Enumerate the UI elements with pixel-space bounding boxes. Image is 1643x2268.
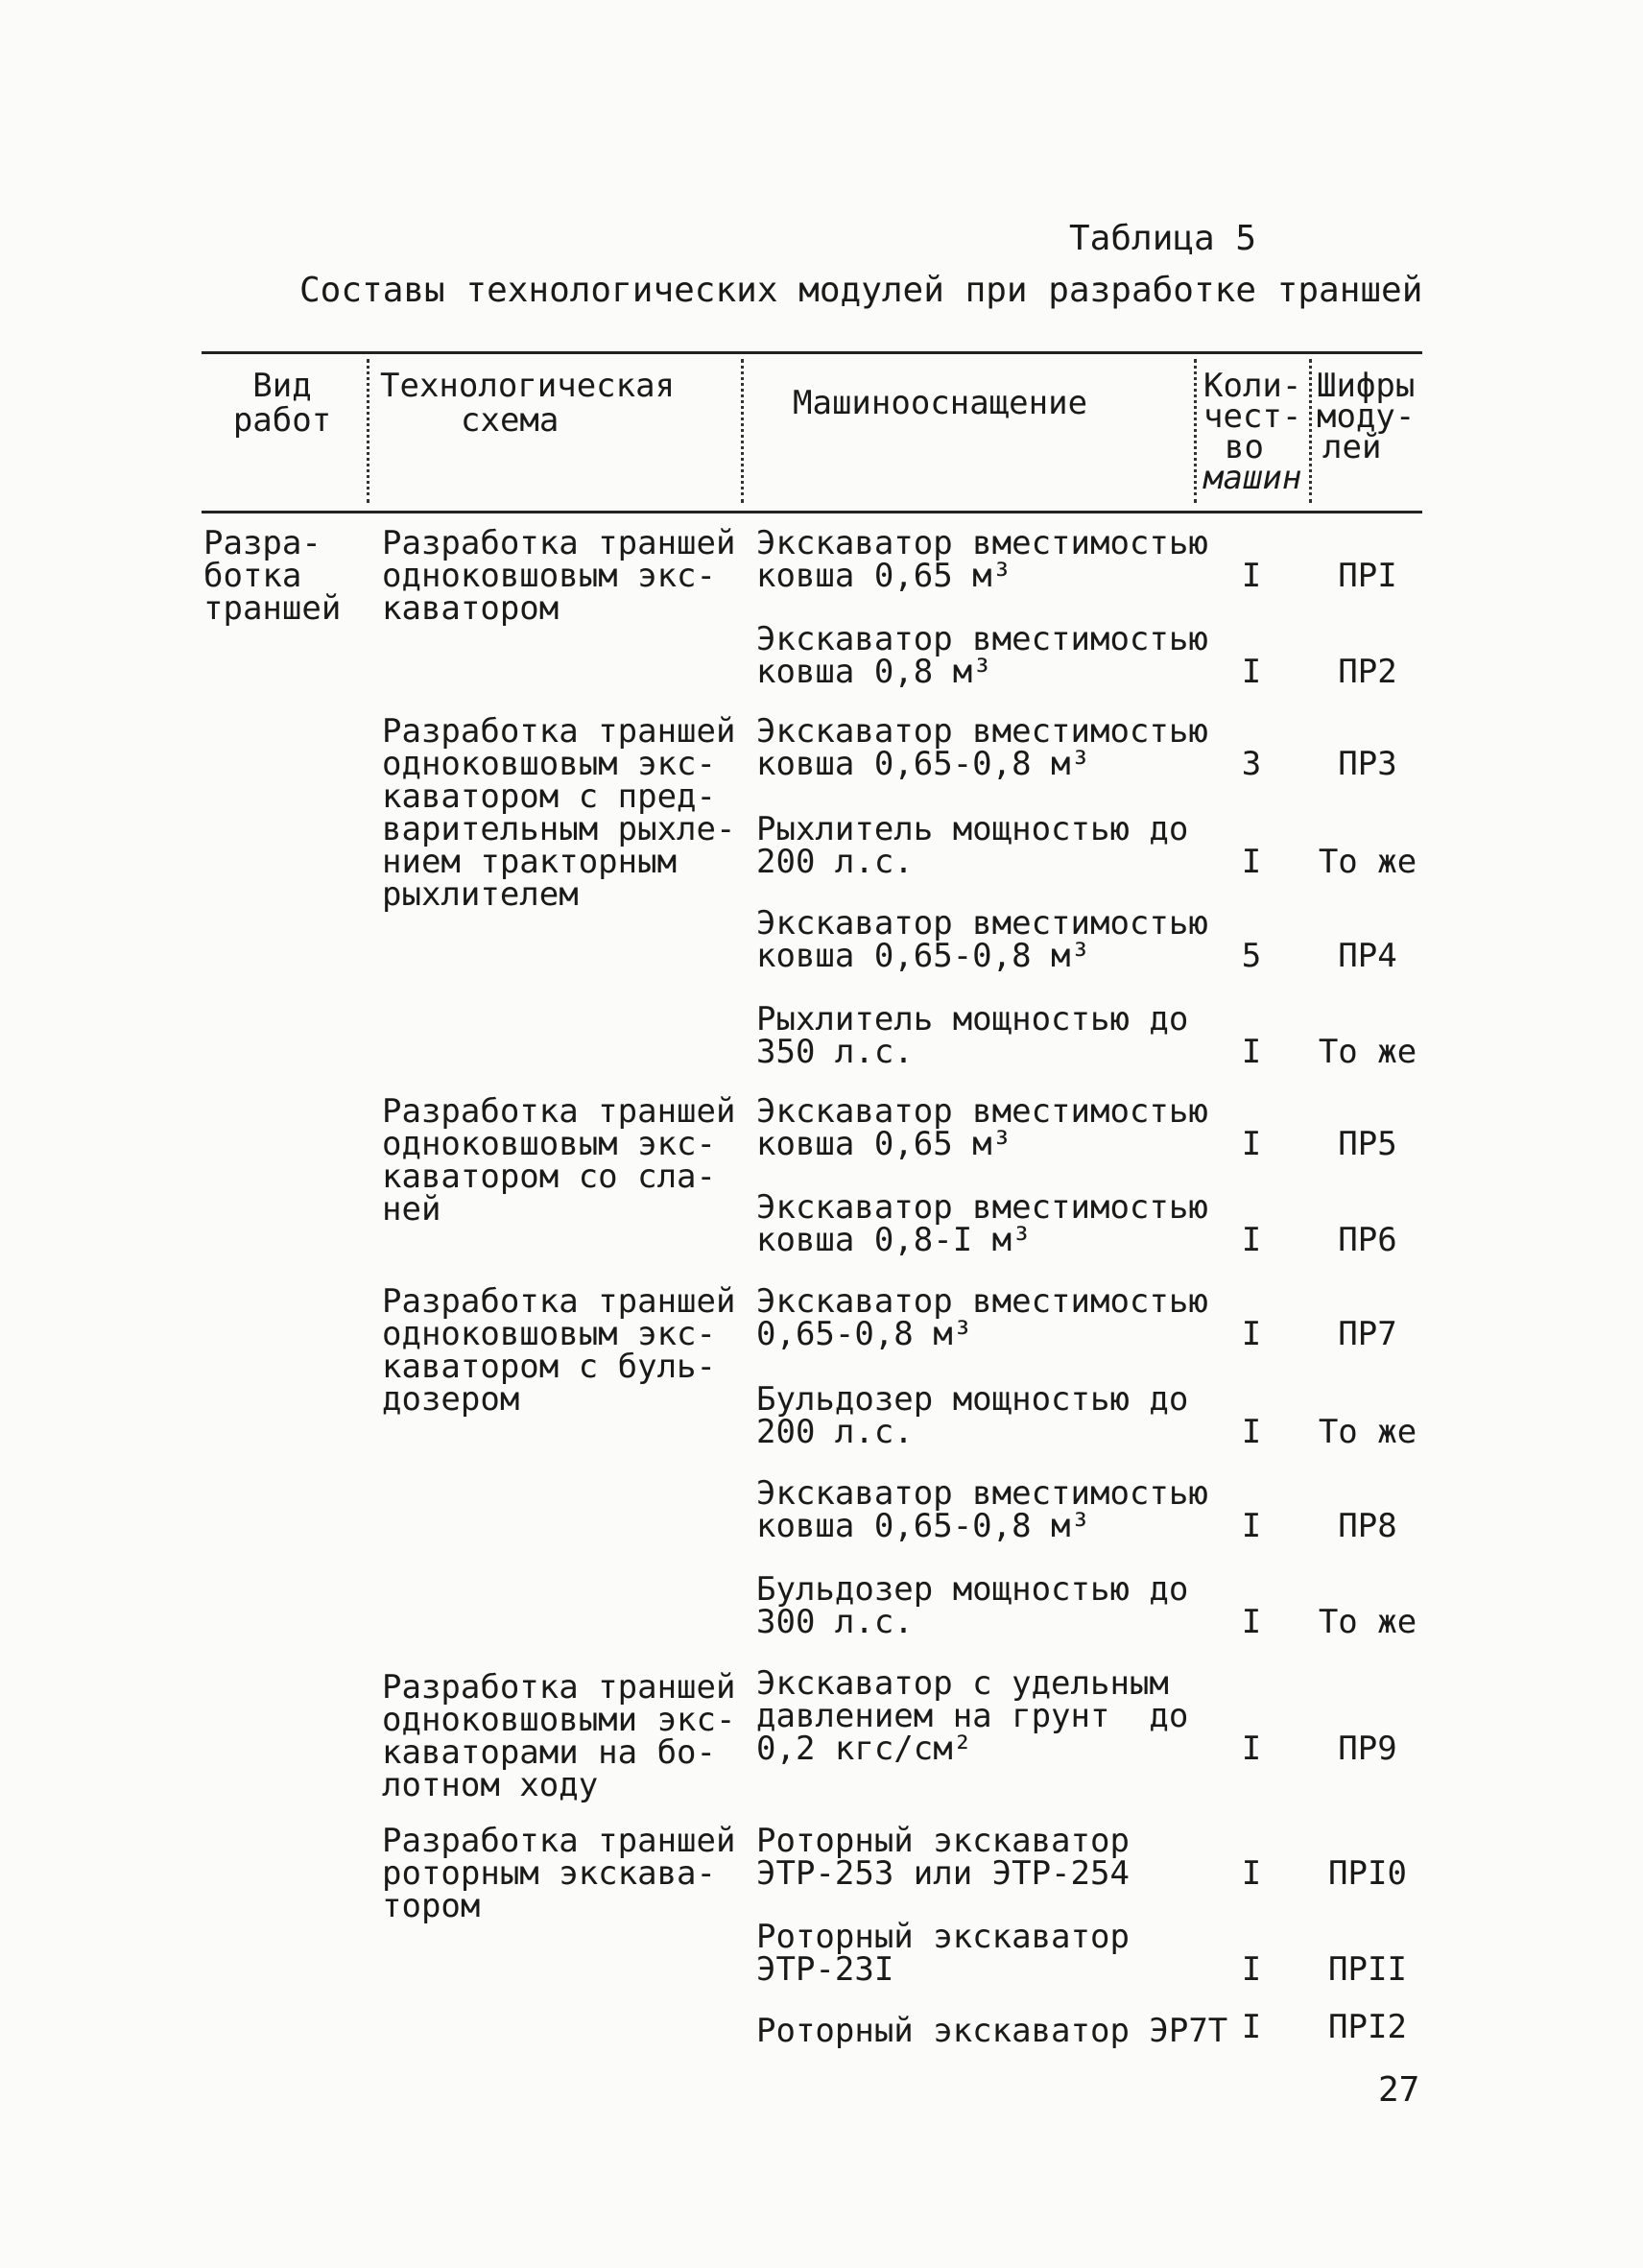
scheme-line: одноковшовыми экс-	[382, 1701, 736, 1739]
equipment-line: ковша 0,65 м³	[756, 557, 1012, 595]
header-divider-1	[367, 359, 369, 503]
header-work-type-line: Вид	[252, 367, 312, 405]
quantity-cell: I	[1241, 1950, 1262, 1989]
header-quantity-line: Коли-	[1203, 367, 1302, 405]
equipment-line: Экскаватор с удельным	[756, 1664, 1169, 1703]
scheme-line: роторным экскава-	[382, 1854, 716, 1893]
code-cell: То же	[1318, 1033, 1417, 1071]
equipment-line: Экскаватор вместимостью	[756, 1092, 1208, 1131]
scheme-line: Разработка траншей	[382, 524, 736, 562]
equipment-line: Экскаватор вместимостью	[756, 1474, 1208, 1513]
equipment-line: Роторный экскаватор ЭР7Т	[756, 2012, 1228, 2050]
equipment-line: 200 л.с.	[756, 843, 914, 881]
code-cell: ПРI2	[1328, 2008, 1407, 2046]
header-divider-2	[741, 359, 744, 503]
header-divider-3	[1194, 359, 1197, 503]
scheme-line: Разработка траншей	[382, 1668, 736, 1707]
work-type-line: Разра-	[203, 524, 321, 562]
equipment-line: ковша 0,65-0,8 м³	[756, 1507, 1090, 1545]
quantity-cell: I	[1241, 1730, 1262, 1768]
scheme-line: Разработка траншей	[382, 712, 736, 751]
quantity-cell: I	[1241, 2008, 1262, 2046]
quantity-cell: 3	[1241, 745, 1262, 783]
header-codes-line: моду-	[1317, 397, 1416, 436]
equipment-line: Роторный экскаватор	[756, 1822, 1130, 1860]
equipment-line: Экскаватор вместимостью	[756, 712, 1208, 751]
header-divider-4	[1309, 359, 1312, 503]
scheme-line: рыхлителем	[382, 875, 579, 914]
equipment-line: 0,2 кгс/см²	[756, 1730, 973, 1768]
code-cell: ПР4	[1338, 937, 1397, 975]
scheme-line: каватором со сла-	[382, 1158, 716, 1196]
scheme-line: Разработка траншей	[382, 1282, 736, 1321]
scheme-line: одноковшовым экс-	[382, 557, 716, 595]
code-cell: То же	[1318, 1413, 1417, 1451]
scheme-line: каватором с пред-	[382, 777, 716, 816]
equipment-line: ЭТР-253 или ЭТР-254	[756, 1854, 1130, 1893]
code-cell: ПР8	[1338, 1507, 1397, 1545]
header-scheme-line: схема	[461, 401, 560, 440]
quantity-cell: I	[1241, 843, 1262, 881]
scheme-line: каватором с буль-	[382, 1348, 716, 1386]
equipment-line: ЭТР-23I	[756, 1950, 894, 1989]
code-cell: ПР6	[1338, 1221, 1397, 1259]
work-type-line: траншей	[203, 589, 342, 628]
code-cell: То же	[1318, 1603, 1417, 1641]
code-cell: ПРI0	[1328, 1854, 1407, 1893]
equipment-line: Экскаватор вместимостью	[756, 620, 1208, 658]
quantity-cell: I	[1241, 1125, 1262, 1163]
table-top-rule	[202, 351, 1422, 354]
table-label: Таблица 5	[1069, 219, 1257, 258]
code-cell: ПРII	[1328, 1950, 1407, 1989]
table-title: Составы технологических модулей при разработке траншей	[299, 271, 1423, 310]
scheme-line: одноковшовым экс-	[382, 1315, 716, 1353]
code-cell: ПРI	[1338, 557, 1397, 595]
quantity-cell: 5	[1241, 937, 1262, 975]
equipment-line: Рыхлитель мощностью до	[756, 1000, 1189, 1039]
scheme-line: каватором	[382, 589, 560, 628]
scheme-line: тором	[382, 1887, 481, 1925]
equipment-line: Бульдозер мощностью до	[756, 1570, 1189, 1609]
equipment-line: ковша 0,65-0,8 м³	[756, 937, 1090, 975]
quantity-cell: I	[1241, 653, 1262, 691]
quantity-cell: I	[1241, 1854, 1262, 1893]
scheme-line: варительным рыхле-	[382, 810, 736, 848]
equipment-line: давлением на грунт до	[756, 1697, 1189, 1735]
scheme-line: нием тракторным	[382, 843, 678, 881]
equipment-line: ковша 0,8 м³	[756, 653, 992, 691]
quantity-cell: I	[1241, 1315, 1262, 1353]
scheme-line: каваторами на бо-	[382, 1733, 716, 1772]
equipment-line: Экскаватор вместимостью	[756, 524, 1208, 562]
quantity-cell: I	[1241, 1603, 1262, 1641]
code-cell: ПР7	[1338, 1315, 1397, 1353]
code-cell: ПР5	[1338, 1125, 1397, 1163]
equipment-line: 350 л.с.	[756, 1033, 914, 1071]
scheme-line: дозером	[382, 1380, 520, 1419]
code-cell: ПР2	[1338, 653, 1397, 691]
quantity-cell: I	[1241, 1413, 1262, 1451]
page-number: 27	[1378, 2070, 1420, 2110]
header-equipment: Машинооснащение	[793, 384, 1088, 422]
equipment-line: ковша 0,8-I м³	[756, 1221, 1032, 1259]
header-quantity-line: во	[1225, 428, 1264, 466]
quantity-cell: I	[1241, 1507, 1262, 1545]
equipment-line: Экскаватор вместимостью	[756, 904, 1208, 943]
quantity-cell: I	[1241, 1221, 1262, 1259]
code-cell: ПР9	[1338, 1730, 1397, 1768]
scheme-line: одноковшовым экс-	[382, 1125, 716, 1163]
header-quantity-line: чест-	[1203, 397, 1302, 436]
equipment-line: 200 л.с.	[756, 1413, 914, 1451]
scheme-line: лотном ходу	[382, 1766, 599, 1804]
equipment-line: Бульдозер мощностью до	[756, 1380, 1189, 1419]
header-codes-line: Шифры	[1317, 367, 1416, 405]
scheme-line: одноковшовым экс-	[382, 745, 716, 783]
equipment-line: ковша 0,65 м³	[756, 1125, 1012, 1163]
scheme-line: Разработка траншей	[382, 1092, 736, 1131]
header-work-type-line: работ	[232, 401, 332, 440]
code-cell: То же	[1318, 843, 1417, 881]
header-scheme-line: Технологическая	[380, 367, 676, 405]
code-cell: ПР3	[1338, 745, 1397, 783]
header-quantity-line: машин	[1203, 459, 1302, 497]
quantity-cell: I	[1241, 557, 1262, 595]
header-bottom-rule	[202, 511, 1422, 513]
equipment-line: Роторный экскаватор	[756, 1918, 1130, 1956]
scheme-line: ней	[382, 1190, 441, 1229]
work-type-line: ботка	[203, 557, 302, 595]
equipment-line: Экскаватор вместимостью	[756, 1188, 1208, 1227]
scheme-line: Разработка траншей	[382, 1822, 736, 1860]
equipment-line: 0,65-0,8 м³	[756, 1315, 973, 1353]
quantity-cell: I	[1241, 1033, 1262, 1071]
header-codes-line: лей	[1322, 428, 1382, 466]
equipment-line: ковша 0,65-0,8 м³	[756, 745, 1090, 783]
equipment-line: Рыхлитель мощностью до	[756, 810, 1189, 848]
equipment-line: Экскаватор вместимостью	[756, 1282, 1208, 1321]
equipment-line: 300 л.с.	[756, 1603, 914, 1641]
